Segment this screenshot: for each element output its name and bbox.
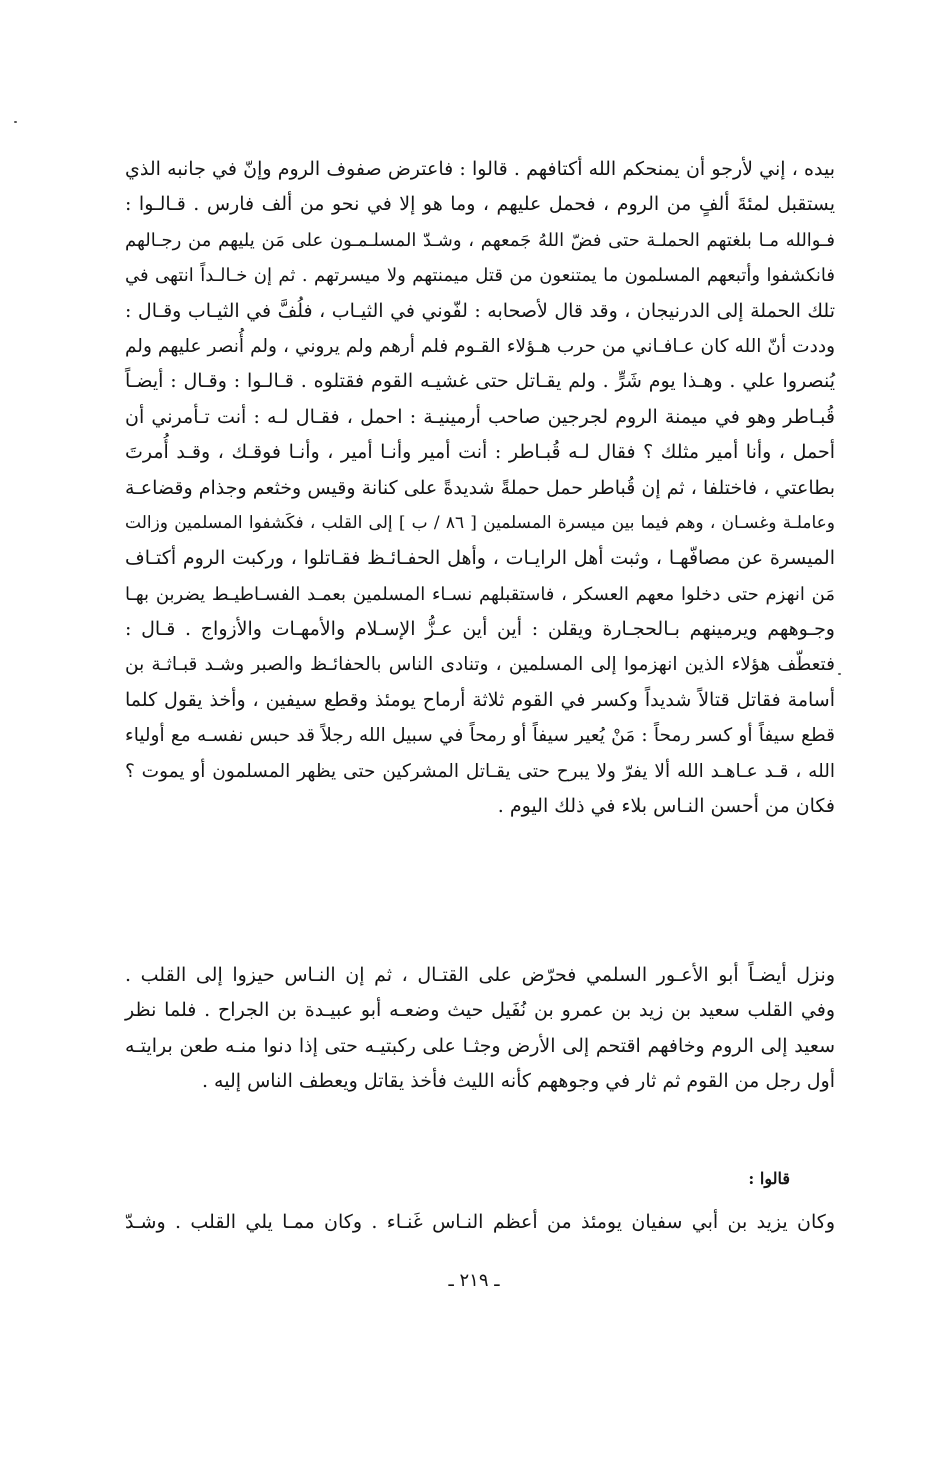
text-line: قُبـاطر وهو في ميمنة الروم لجرجين صاحب أرمينيـة : احمل ، فقـال لـه : أنت تـأمرني أن [125,405,835,428]
paragraph-1 [125,152,835,824]
text-line: وفي القلب سعيد بن زيد بن عمرو بن نُفَيل حيث وضعـه أبو عبيـدة بن الجراح . فلما نظر [125,999,835,1022]
text-line: بطاعتي ، فاختلفا ، ثم إن قُباطر حمل حملةً شديدةً على كنانة وقيس وخثعم وجذام وقضاعـة [125,476,835,499]
text-line: وددت أنّ الله كان عـافـاني من حرب هـؤلاء القـوم فلم أرهم ولم يروني ، ولم أُنصر عليهم ولم [125,335,835,357]
text-line: فكان من أحسن النـاس بلاء في ذلك اليوم . [497,795,835,818]
text-line: الله ، قـد عـاهـد الله ألا يفرّ ولا يبرح حتى يقـاتل المشركين حتى يظهر المسلمون أو يموت ؟ [125,760,835,782]
text-line: قطع سيفاً أو كسر رمحاً : مَنْ يُعير سيفاً أو رمحاً في سبيل الله رجلاً قد حبس نفسـه مع أولياء [125,725,835,747]
text-line: فتعطّف هؤلاء الذين انهزموا إلى المسلمين ، وتنادى الناس بالحفائـظ والصبر وشـد قبـاثـة بن [125,654,835,676]
paragraph-3 [125,1205,835,1240]
section-heading: قالوا : [748,1169,790,1188]
text-line: الميسرة عن مصافّهـا ، وثبت أهل الرايـات ، وأهل الحفـائـظ فقـاتلوا ، وركبت الروم أكتـاف [125,547,835,570]
text-line: تلك الحملة إلى الدرنيجان ، وقد قال لأصحابه : لفّوني في الثيـاب ، فلُفَّ في الثيـاب وقـال : [125,299,835,322]
text-line: فـوالله مـا بلغتهم الحملـة حتى فضّ اللهُ جَمعهم ، وشـدّ المسلـمـون على مَن يليهم من رجـالهم [125,229,835,251]
text-line: مَن انهزم حتى دخلوا معهم العسكر ، فاستقبلهم نسـاء المسلمين بعمـد الفسـاطيـط يضربن بهـا [125,583,835,605]
text-line: ونزل أيضـاً أبو الأعـور السلمي فحرّض على القتـال ، ثم إن النـاس حيزوا إلى القلب . [125,964,835,986]
scan-speck [838,673,841,675]
text-line: يستقبل لمئةَ ألفٍ من الروم ، فحمل عليهم ، وما هو إلا في نحو من ألف فارس . قـالـوا : [125,193,835,216]
text-line: أسامة فقاتل قتالاً شديداً وكسر في القوم ثلاثة أرماح يومئذ وقطع سيفين ، وأخذ يقول كلما [125,688,835,711]
text-line: وجـوههم ويرمينهم بـالحجـارة ويقلن : أين أين عـزُّ الإسـلام والأمهـات والأزواج . قـال : [125,618,835,641]
text-line: وكان يزيد بن أبي سفيان يومئذ من أعظم النـاس غَنـاء . وكان ممـا يلي القلب . وشـدّ [125,1211,835,1233]
text-line: أول رجل من القوم ثم ثار في وجوههم كأنه الليث فأخذ يقاتل ويعطف الناس إليه . [201,1070,835,1093]
text-line: وعاملـة وغسـان ، وهم فيما بين ميسرة المسلمين [ ٨٦ / ب ] إلى القلب ، فكَشفوا المسلمين وزالت [125,512,835,533]
paragraph-2 [125,958,835,1100]
page-number: ـ ٢١٩ ـ [448,1270,500,1291]
scan-speck [14,121,17,123]
text-line: فانكشفوا وأتبعهم المسلمون ما يمتنعون من قتل ميمنتهم ولا ميسرتهم . ثم إن خـالـداً انتهى في [125,265,835,287]
text-line: بيده ، إني لأرجو أن يمنحكم الله أكتافهم . قالوا : فاعترض صفوف الروم وإنّ في جانبه الذي [125,158,835,180]
text-line: يُنصروا علي . وهـذا يوم شَرٍّ . ولم يقـاتل حتى غشيـه القوم فقتلوه . قـالـوا : وقـال : أيضـاً [125,370,835,393]
text-line: أحمل ، وأنا أمير مثلك ؟ فقال لـه قُبـاطر : أنت أمير وأنـا أمير ، وأنـا فوقـك ، وقـد أُمرتَ [125,441,835,464]
text-line: سعيد إلى الروم وخافهم اقتحم إلى الأرض وجثـا على ركبتيـه حتى إذا دنوا منـه طعن برايتـه [125,1034,835,1057]
